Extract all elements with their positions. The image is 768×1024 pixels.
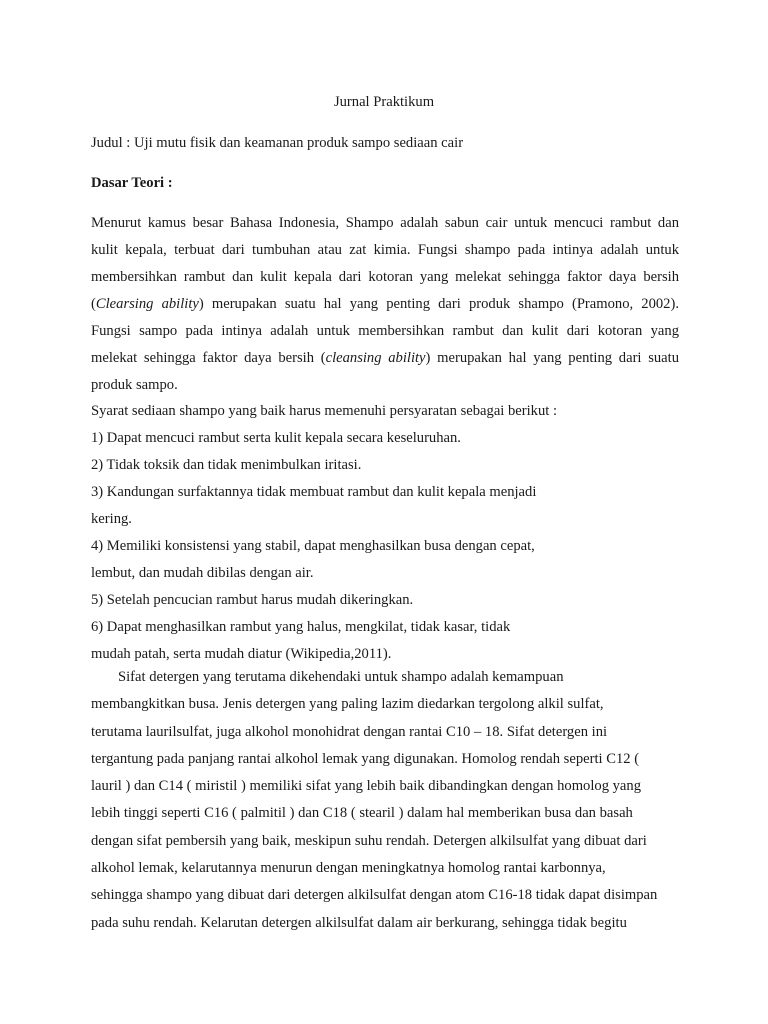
paragraph-line — [91, 345, 679, 372]
requirements-list — [91, 398, 691, 668]
text-run: ) merupakan hal yang penting dari suatu — [425, 350, 680, 366]
paragraph-line: pada suhu rendah. Kelarutan detergen alkilsulfat dalam air berkurang, sehingga tidak begitu — [91, 914, 627, 931]
list-item-continuation: mudah patah, serta mudah diatur (Wikipedia,2011). — [91, 646, 392, 662]
list-item: 1) Dapat mencuci rambut serta kulit kepala secara keseluruhan. — [91, 430, 461, 446]
paragraph-line: membangkitkan busa. Jenis detergen yang paling lazim diedarkan tergolong alkil sulfat, — [91, 696, 604, 713]
paragraph-line: Fungsi sampo pada intinya adalah untuk membersihkan rambut dan kulit dari kotoran yang — [91, 323, 679, 339]
italic-term: Clearsing ability — [95, 296, 199, 312]
text-run: ) merupakan suatu hal yang penting dari produk shampo (Pramono, 2002). — [198, 296, 679, 312]
paragraph-line — [91, 291, 679, 318]
text-run: melekat sehingga faktor daya bersih ( — [91, 350, 326, 366]
paragraph-line: produk sampo. — [91, 377, 178, 393]
paragraph-line: lauril ) dan C14 ( miristil ) memiliki sifat yang lebih baik dibandingkan dengan homolog yang — [91, 778, 642, 795]
dasar-teori-heading: Dasar Teori : — [91, 175, 173, 191]
paragraph-line: sehingga shampo yang dibuat dari detergen alkilsulfat dengan atom C16-18 tidak dapat disimpan — [91, 887, 658, 904]
list-item: 5) Setelah pencucian rambut harus mudah dikeringkan. — [91, 592, 414, 608]
judul-line: Judul : Uji mutu fisik dan keamanan produk sampo sediaan cair — [91, 135, 464, 151]
paragraph-line: tergantung pada panjang rantai alkohol lemak yang digunakan. Homolog rendah seperti C12 ( — [91, 750, 640, 767]
detergent-paragraph — [91, 664, 681, 937]
list-item: 6) Dapat menghasilkan rambut yang halus, mengkilat, tidak kasar, tidak — [91, 619, 511, 635]
list-item: 3) Kandungan surfaktannya tidak membuat rambut dan kulit kepala menjadi — [91, 484, 537, 500]
list-item: 4) Memiliki konsistensi yang stabil, dapat menghasilkan busa dengan cepat, — [91, 538, 535, 554]
paragraph-line: kulit kepala, terbuat dari tumbuhan atau zat kimia. Fungsi shampo pada intinya adalah untuk — [91, 242, 679, 258]
list-item: 2) Tidak toksik dan tidak menimbulkan iritasi. — [91, 457, 362, 473]
list-item-continuation: lembut, dan mudah dibilas dengan air. — [91, 565, 314, 581]
list-intro: Syarat sediaan shampo yang baik harus memenuhi persyaratan sebagai berikut : — [91, 403, 558, 419]
paragraph-line: lebih tinggi seperti C16 ( palmitil ) dan C18 ( stearil ) dalam hal memberikan busa dan basah — [91, 805, 633, 822]
intro-paragraph — [91, 210, 679, 399]
paragraph-line: dengan sifat pembersih yang baik, meskipun suhu rendah. Detergen alkilsulfat yang dibuat dari — [91, 832, 647, 849]
document-title: Jurnal Praktikum — [333, 94, 435, 110]
paragraph-line: membersihkan rambut dan kulit kepala dari kotoran yang melekat sehingga faktor daya bersih — [91, 269, 679, 285]
paragraph-line: Menurut kamus besar Bahasa Indonesia, Shampo adalah sabun cair untuk mencuci rambut dan — [91, 215, 679, 231]
paragraph-line: alkohol lemak, kelarutannya menurun dengan meningkatnya homolog rantai karbonnya, — [91, 860, 606, 877]
text-run: ( — [91, 296, 96, 312]
paragraph-line: terutama laurilsulfat, juga alkohol monohidrat dengan rantai C10 – 18. Sifat detergen ini — [91, 723, 608, 740]
paragraph-line: Sifat detergen yang terutama dikehendaki untuk shampo adalah kemampuan — [118, 669, 564, 685]
italic-term: cleansing ability — [325, 350, 426, 366]
list-item-continuation: kering. — [91, 511, 132, 527]
